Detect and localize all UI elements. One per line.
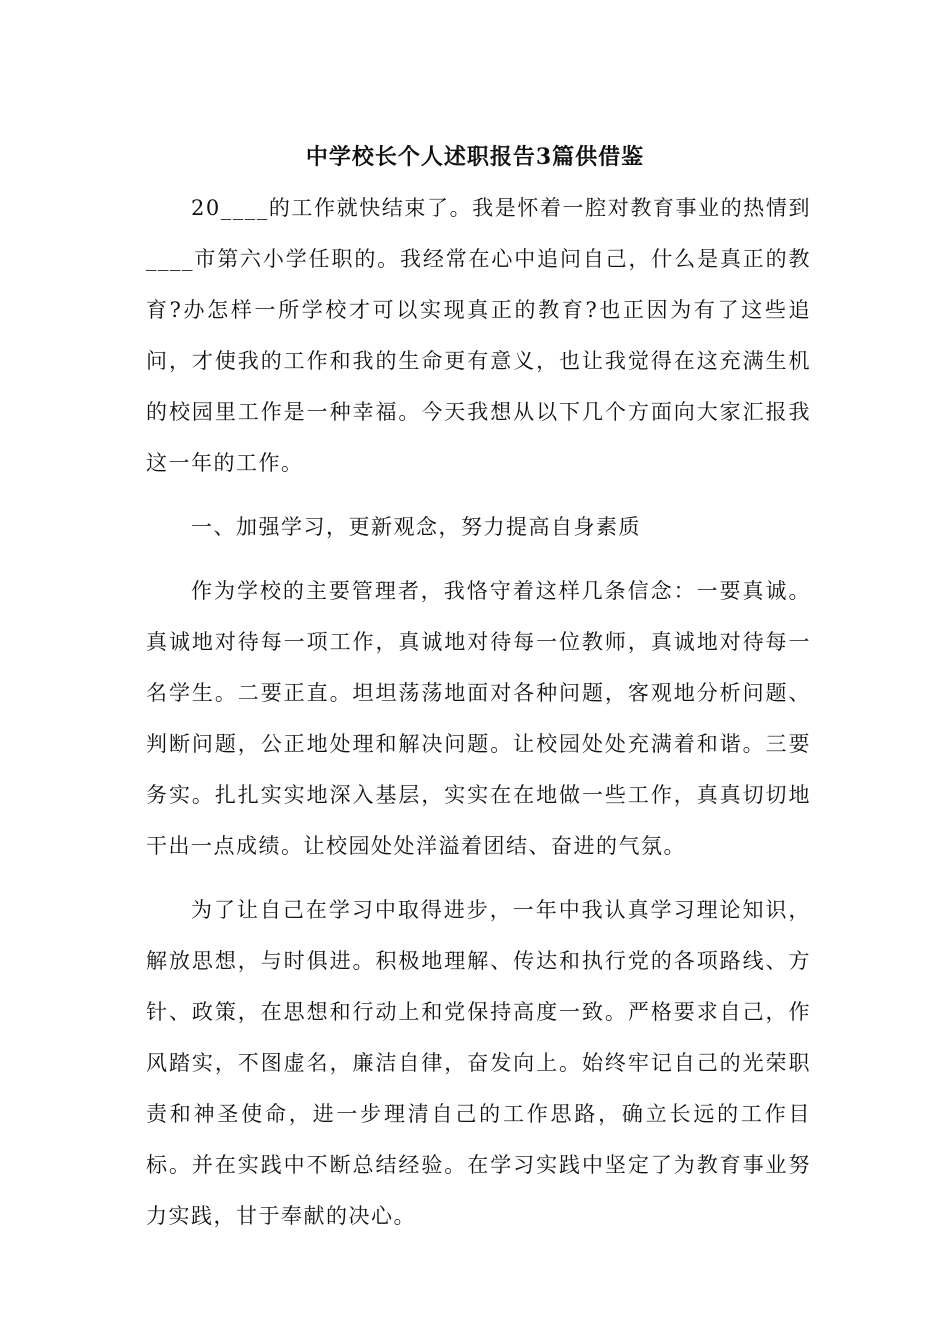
paragraph-beliefs: 作为学校的主要管理者，我恪守着这样几条信念：一要真诚。真诚地对待每一项工作，真诚地对待每一位教师，真诚地对待每一名学生。二要正直。坦坦荡荡地面对各种问题，客观地分析问题、判断问题，公正地处理和解决问题。让校园处处充满着和谐。三要务实。扎扎实实地深入基层，实实在在地做一些工作，真真切切地干出一点成绩。让校园处处洋溢着团结、奋进的气氛。	[146, 579, 811, 858]
document-title: 中学校长个人述职报告3篇供借鉴	[305, 144, 645, 170]
document-body	[146, 183, 811, 1255]
paragraph-learning: 为了让自己在学习中取得进步，一年中我认真学习理论知识，解放思想，与时俱进。积极地理解、传达和执行党的各项路线、方针、政策，在思想和行动上和党保持高度一致。严格要求自己，作风踏实，不图虚名，廉洁自律，奋发向上。始终牢记自己的光荣职责和神圣使命，进一步理清自己的工作思路，确立长远的工作目标。并在实践中不断总结经验。在学习实践中坚定了为教育事业努力实践，甘于奉献的决心。	[146, 898, 811, 1228]
paragraph-intro: 20____的工作就快结束了。我是怀着一腔对教育事业的热情到____市第六小学任职的。我经常在心中追问自己，什么是真正的教育?办怎样一所学校才可以实现真正的教育?也正因为有了这些追问，才使我的工作和我的生命更有意义，也让我觉得在这充满生机的校园里工作是一种幸福。今天我想从以下几个方面向大家汇报我这一年的工作。	[146, 196, 811, 475]
section-heading: 一、加强学习，更新观念，努力提高自身素质	[191, 515, 641, 539]
